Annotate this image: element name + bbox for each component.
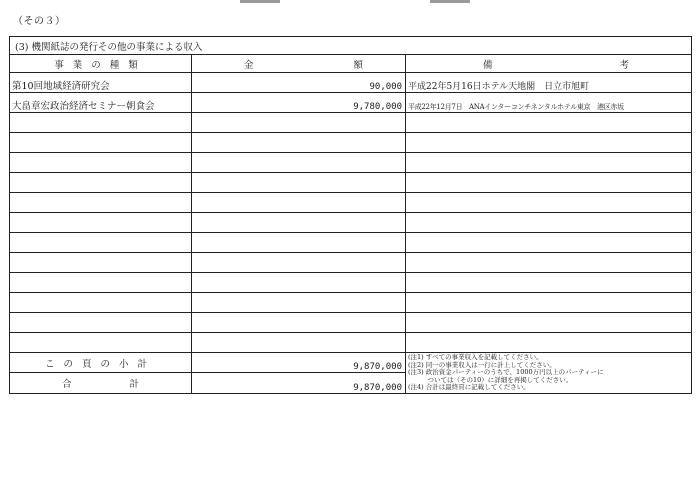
empty-row — [10, 153, 692, 173]
row-amount: 90,000 — [192, 73, 406, 93]
header-note — [406, 55, 692, 73]
subtotal-label: この頁の小計 — [10, 353, 192, 373]
empty-row — [10, 333, 692, 353]
table-row — [10, 73, 692, 93]
empty-row — [10, 193, 692, 213]
notes-block — [406, 353, 692, 394]
note-line: (注2) 同一の事業収入は一行に計上してください。 — [408, 360, 556, 369]
empty-row — [10, 233, 692, 253]
row-note: 平成22年12月7日 ANAインターコンチネンタルホテル東京 港区赤坂 — [406, 93, 692, 113]
total-label — [10, 373, 192, 393]
row-name: 第10回地域経済研究会 — [10, 73, 192, 93]
row-name: 大畠章宏政治経済セミナー朝食会 — [10, 93, 192, 113]
empty-row — [10, 273, 692, 293]
subtotal-amount: 9,870,000 — [192, 353, 406, 373]
header-amount — [192, 55, 406, 73]
empty-row — [10, 133, 692, 153]
top-margin-mark — [240, 0, 470, 3]
total-label-left: 合 — [62, 379, 72, 391]
header-amount-left: 金 — [244, 59, 254, 71]
total-label-right: 計 — [129, 379, 139, 391]
income-table — [9, 36, 692, 394]
subtotal-row — [10, 353, 692, 373]
empty-row — [10, 313, 692, 333]
note-line: (注3) 政治資金パーティーのうちで、1000万円以上のパーティーに — [408, 368, 604, 377]
empty-row — [10, 113, 692, 133]
section-title: (3) 機関紙誌の発行その他の事業による収入 — [10, 37, 692, 55]
header-note-right: 考 — [619, 59, 630, 71]
note-line: (注1) すべての事業収入を記載してください。 — [408, 353, 543, 361]
empty-row — [10, 293, 692, 313]
total-amount: 9,870,000 — [192, 373, 406, 393]
row-note: 平成22年5月16日ホテル天地閣 日立市旭町 — [406, 73, 692, 93]
table-row — [10, 93, 692, 113]
empty-row — [10, 253, 692, 273]
empty-row — [10, 173, 692, 193]
header-note-left: 備 — [483, 59, 493, 71]
header-type: 事業の種類 — [10, 55, 192, 73]
header-amount-right: 額 — [353, 59, 363, 71]
empty-row — [10, 213, 692, 233]
note-line: (注4) 合計は最終頁に記載してください。 — [408, 383, 530, 392]
note-line: ついては（その10）に詳細を再掲してください。 — [408, 375, 573, 384]
row-amount: 9,780,000 — [192, 93, 406, 113]
page-label: （その３） — [13, 16, 66, 27]
